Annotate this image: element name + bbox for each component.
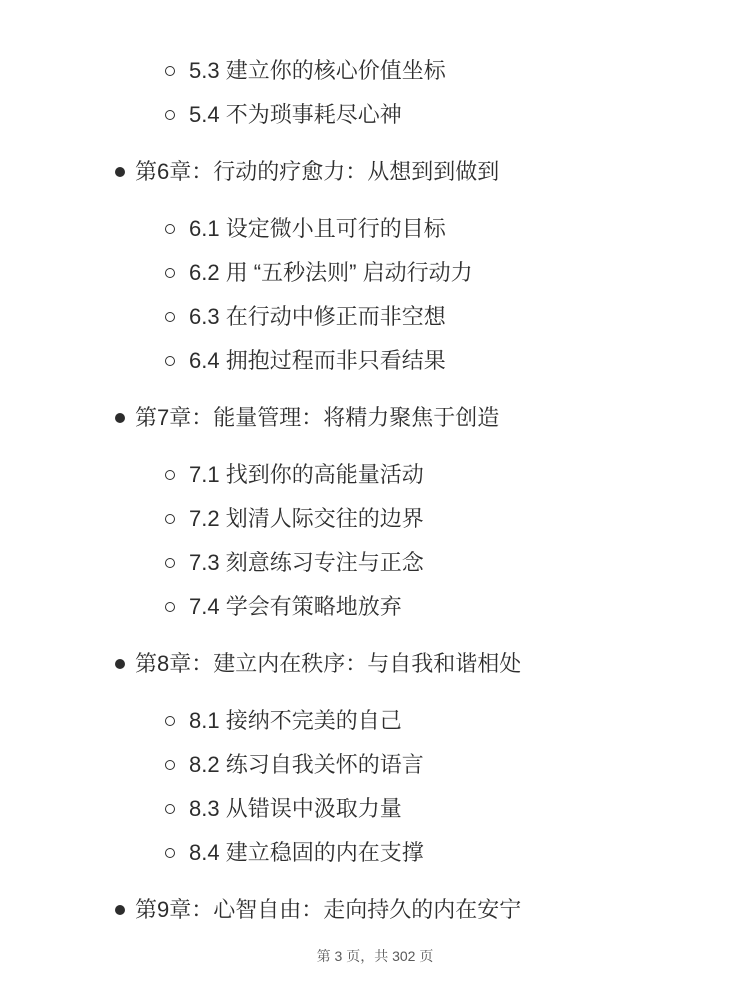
circle-bullet-icon [165,470,175,480]
circle-bullet-icon [165,848,175,858]
toc-entry-text: 6.2 用 “五秒法则” 启动行动力 [189,260,473,285]
toc-entry-text: 第8章：建立内在秩序：与自我和谐相处 [135,651,522,676]
toc-entry-text: 6.3 在行动中修正而非空想 [189,304,446,329]
circle-bullet-icon [165,602,175,612]
toc-section-item [0,49,750,93]
toc-section-item [0,497,750,541]
toc-section-item [0,295,750,339]
toc-entry-text: 7.1 找到你的高能量活动 [189,462,424,487]
circle-bullet-icon [165,716,175,726]
toc-chapter-item [0,396,750,629]
toc-section-item [0,207,750,251]
circle-bullet-icon [165,514,175,524]
page-indicator: 第 3 页，共 302 页 [316,948,434,964]
circle-bullet-icon [165,760,175,770]
toc-entry-text: 8.1 接纳不完美的自己 [189,708,402,733]
toc-section-item [0,585,750,629]
toc-entry-text: 第9章：心智自由：走向持久的内在安宁 [135,897,522,922]
toc-entry-text: 7.3 刻意练习专注与正念 [189,550,424,575]
disc-bullet-icon [115,167,125,177]
toc-section-item [0,93,750,137]
toc-entry-text: 5.3 建立你的核心价值坐标 [189,58,446,83]
circle-bullet-icon [165,268,175,278]
toc-sublist-ch8 [0,699,750,875]
circle-bullet-icon [165,558,175,568]
toc-chapter-item [0,150,750,383]
toc-section-item [0,743,750,787]
toc-section-item [0,541,750,585]
circle-bullet-icon [165,356,175,366]
disc-bullet-icon [115,905,125,915]
toc-section-item [0,251,750,295]
toc-section-item [0,831,750,875]
toc-sublist-ch6 [0,207,750,383]
toc-entry-text: 7.2 划清人际交往的边界 [189,506,424,531]
toc-chapter-item [0,888,750,932]
circle-bullet-icon [165,110,175,120]
toc-chapter-list [0,150,750,932]
toc-entry-text: 5.4 不为琐事耗尽心神 [189,102,402,127]
toc-sublist-ch7 [0,453,750,629]
toc-entry-text: 6.4 拥抱过程而非只看结果 [189,348,446,373]
toc-entry-text: 8.2 练习自我关怀的语言 [189,752,424,777]
circle-bullet-icon [165,224,175,234]
toc-entry-text: 8.4 建立稳固的内在支撑 [189,840,424,865]
toc-section-item [0,699,750,743]
circle-bullet-icon [165,804,175,814]
toc-entry-text: 7.4 学会有策略地放弃 [189,594,402,619]
toc-section-item [0,453,750,497]
toc-entry-text: 8.3 从错误中汲取力量 [189,796,402,821]
disc-bullet-icon [115,413,125,423]
circle-bullet-icon [165,66,175,76]
toc-chapter-item [0,642,750,875]
toc-sublist-ch5 [0,49,750,137]
toc-entry-text: 第6章：行动的疗愈力：从想到到做到 [135,159,500,184]
page-footer [0,946,750,966]
circle-bullet-icon [165,312,175,322]
toc-entry-text: 第7章：能量管理：将精力聚焦于创造 [135,405,500,430]
disc-bullet-icon [115,659,125,669]
toc-section-item [0,339,750,383]
toc-section-item [0,787,750,831]
toc-entry-text: 6.1 设定微小且可行的目标 [189,216,446,241]
